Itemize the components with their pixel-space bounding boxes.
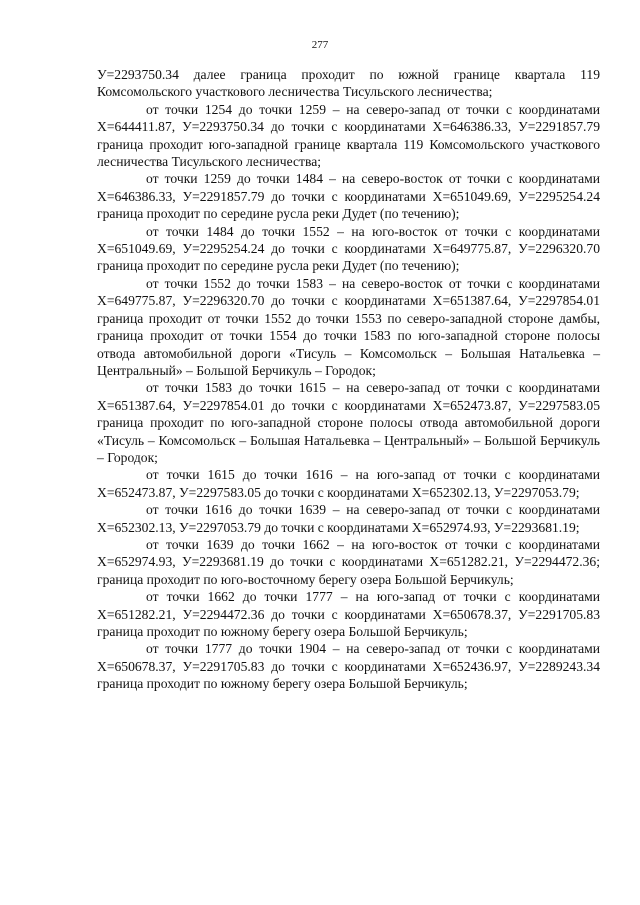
paragraph: от точки 1583 до точки 1615 – на северо-запад от точки с координатами Х=651387.64, У=2297854.01 до точки с координатами Х=652473.87, У=2297583.05 граница проходит по юго-западной стороне полосы отвода автомобильной дороги «Тисуль – Комсомольск – Большая Натальевка – Центральный» – Большой Берчикуль – Городок;: [97, 380, 600, 465]
paragraph: от точки 1777 до точки 1904 – на северо-запад от точки с координатами Х=650678.37, У=2291705.83 до точки с координатами Х=652436.97, У=2289243.34 граница проходит по южному берегу озера Большой Берчикуль;: [97, 641, 600, 692]
page-number: 277: [311, 39, 329, 51]
paragraph: от точки 1615 до точки 1616 – на юго-запад от точки с координатами Х=652473.87, У=2297583.05 до точки с координатами Х=652302.13, У=2297053.79;: [97, 467, 600, 500]
paragraph: от точки 1639 до точки 1662 – на юго-восток от точки с координатами Х=652974.93, У=2293681.19 до точки с координатами Х=651282.21, У=2294472.36; граница проходит по юго-восточному берегу озера Большой Берчикуль;: [97, 536, 600, 587]
paragraph: У=2293750.34 далее граница проходит по южной границе квартала 119 Комсомольского участкового лесничества Тисульского лесничества;: [97, 67, 600, 100]
paragraph: от точки 1484 до точки 1552 – на юго-восток от точки с координатами Х=651049.69, У=2295254.24 до точки с координатами Х=649775.87, У=2296320.70 граница проходит по середине русла реки Дудет (по течению);: [97, 223, 600, 274]
body-text: [97, 66, 600, 693]
paragraph: от точки 1254 до точки 1259 – на северо-запад от точки с координатами Х=644411.87, У=2293750.34 до точки с координатами Х=646386.33, У=2291857.79 граница проходит юго-западной границе квартала 119 Комсомольского участкового лесничества Тисульского лесничества;: [97, 101, 600, 170]
paragraph: от точки 1259 до точки 1484 – на северо-восток от точки с координатами Х=646386.33, У=2291857.79 до точки с координатами Х=651049.69, У=2295254.24 граница проходит по середине русла реки Дудет (по течению);: [97, 171, 600, 222]
paragraph: от точки 1552 до точки 1583 – на северо-восток от точки с координатами Х=649775.87, У=2296320.70 до точки с координатами Х=651387.64, У=2297854.01 граница проходит от точки 1552 до точки 1553 по северо-западной стороне дамбы, граница проходит от точки 1554 до точки 1583 по юго-западной стороне полосы отвода автомобильной дороги «Тисуль – Комсомольск – Большая Натальевка – Центральный» – Большой Берчикуль – Городок;: [97, 275, 600, 378]
paragraph: от точки 1616 до точки 1639 – на северо-запад от точки с координатами Х=652302.13, У=2297053.79 до точки с координатами Х=652974.93, У=2293681.19;: [97, 502, 600, 535]
paragraph: от точки 1662 до точки 1777 – на юго-запад от точки с координатами Х=651282.21, У=2294472.36 до точки с координатами Х=650678.37, У=2291705.83 граница проходит по южному берегу озера Большой Берчикуль;: [97, 589, 600, 639]
